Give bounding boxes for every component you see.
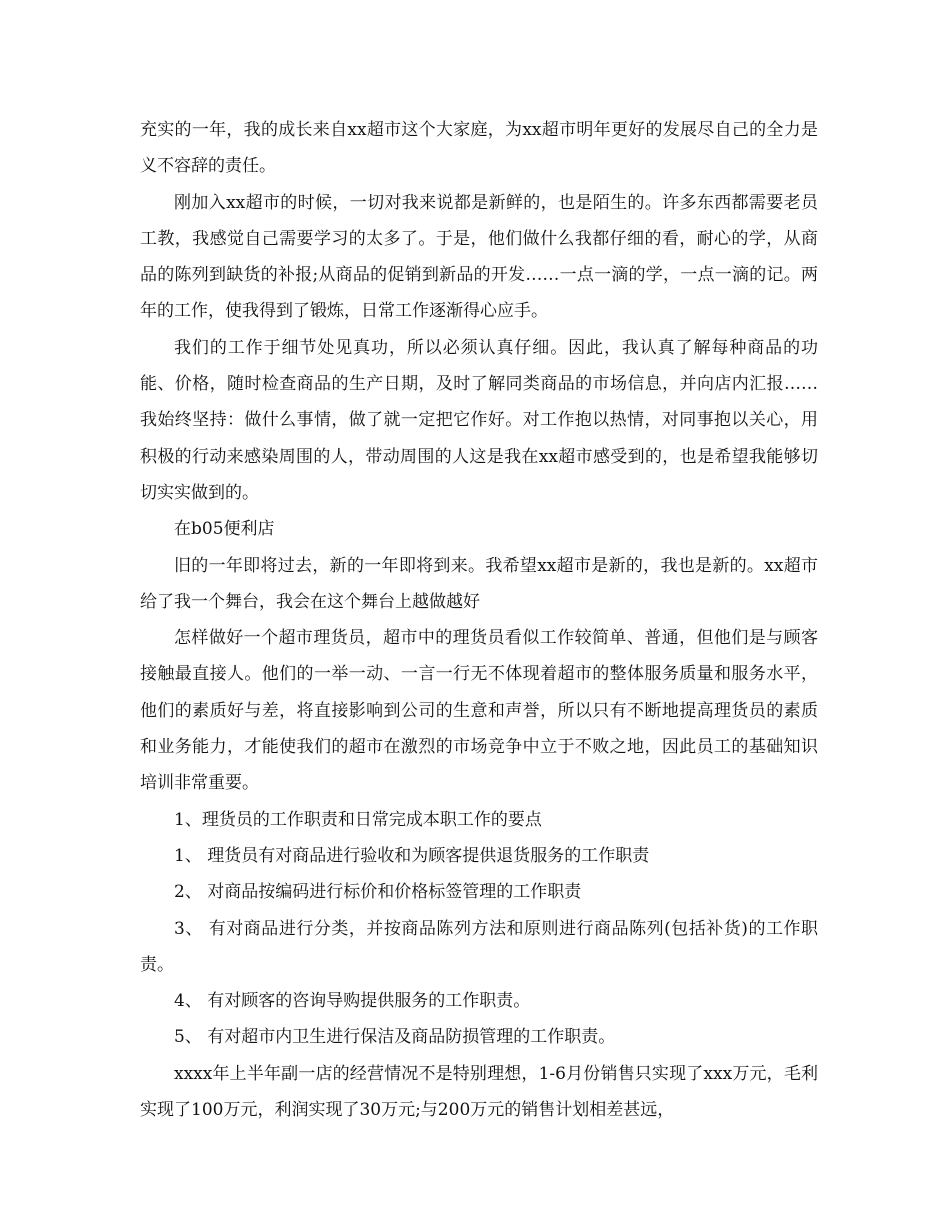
paragraph-6: 怎样做好一个超市理货员，超市中的理货员看似工作较简单、普通，但他们是与顾客接触最直接人。他们的一举一动、一言一行无不体现着超市的整体服务质量和服务水平，他们的素质好与差，将直接影响到公司的生意和声誉，所以只有不断地提高理货员的素质和业务能力，才能使我们的超市在激烈的市场竞争中立于不败之地，因此员工的基础知识培训非常重要。 (140, 628, 818, 794)
paragraph-2: 刚加入xx超市的时候，一切对我来说都是新鲜的，也是陌生的。许多东西都需要老员工教，我感觉自己需要学习的太多了。于是，他们做什么我都仔细的看，耐心的学，从商品的陈列到缺货的补报;从商品的促销到新品的开发……一点一滴的学，一点一滴的记。两年的工作，使我得到了锻炼，日常工作逐渐得心应手。 (140, 192, 818, 322)
list-item-3: 3、 有对商品进行分类，并按商品陈列方法和原则进行商品陈列(包括补货)的工作职责。 (140, 918, 818, 975)
list-item-5: 5、 有对超市内卫生进行保洁及商品防损管理的工作职责。 (174, 1027, 616, 1048)
paragraph-4: 在b05便利店 (174, 519, 275, 540)
list-heading: 1、理货员的工作职责和日常完成本职工作的要点 (174, 809, 542, 830)
list-item-4: 4、 有对顾客的咨询导购提供服务的工作职责。 (174, 991, 531, 1012)
paragraph-1: 充实的一年，我的成长来自xx超市这个大家庭，为xx超市明年更好的发展尽自己的全力是义不容辞的责任。 (140, 120, 818, 177)
list-item-2: 2、 对商品按编码进行标价和价格标签管理的工作职责 (174, 882, 582, 903)
list-item-1: 1、 理货员有对商品进行验收和为顾客提供退货服务的工作职责 (174, 845, 650, 866)
paragraph-5: 旧的一年即将过去，新的一年即将到来。我希望xx超市是新的，我也是新的。xx超市给了我一个舞台，我会在这个舞台上越做越好 (140, 555, 818, 612)
paragraph-3: 我们的工作于细节处见真功，所以必须认真仔细。因此，我认真了解每种商品的功能、价格，随时检查商品的生产日期，及时了解同类商品的市场信息，并向店内汇报……我始终坚持：做什么事情，做了就一定把它作好。对工作抱以热情，对同事抱以关心，用积极的行动来感染周围的人，带动周围的人这是我在xx超市感受到的，也是希望我能够切切实实做到的。 (140, 337, 818, 503)
paragraph-7: xxxx年上半年副一店的经营情况不是特别理想，1-6月份销售只实现了xxx万元，毛利实现了100万元，利润实现了30万元;与200万元的销售计划相差甚远， (140, 1063, 818, 1121)
document-body (140, 112, 818, 1128)
